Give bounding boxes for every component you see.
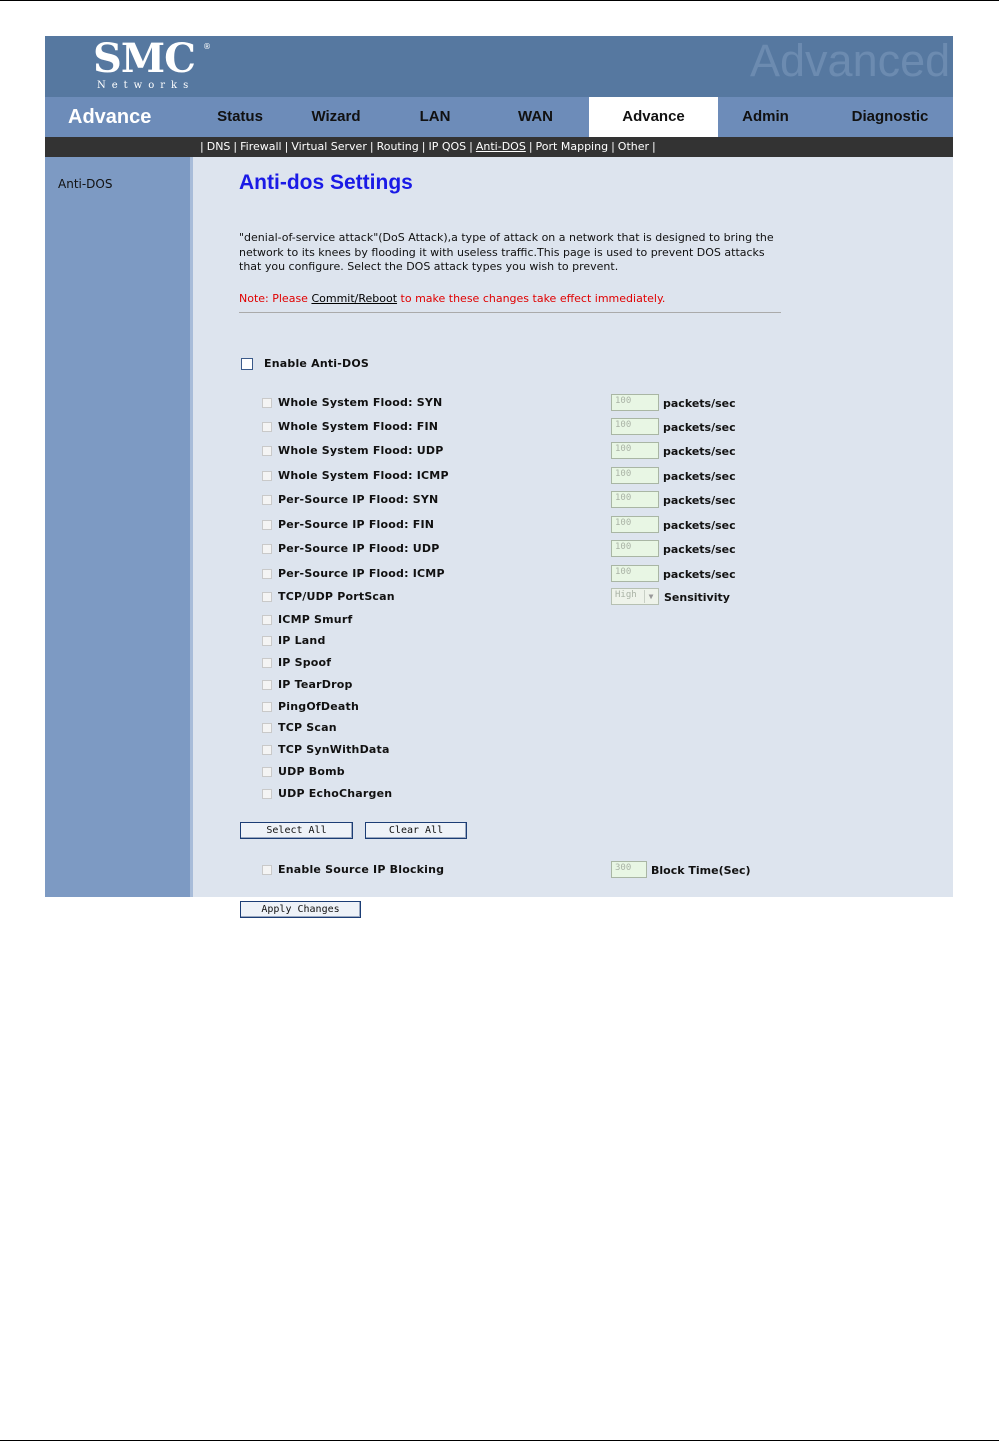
rate-unit: packets/sec [663, 470, 736, 483]
top-rule [0, 0, 999, 1]
rate-input[interactable]: 100 [611, 394, 659, 411]
option-label: UDP EchoChargen [278, 787, 393, 800]
rate-input[interactable]: 100 [611, 565, 659, 582]
chevron-down-icon: ▼ [644, 590, 657, 603]
option-checkbox[interactable] [262, 615, 272, 625]
option-checkbox[interactable] [262, 592, 272, 602]
content-panel [193, 157, 953, 915]
tab-wizard[interactable]: Wizard [311, 108, 361, 125]
sidebar [45, 157, 193, 897]
option-label: UDP Bomb [278, 765, 345, 778]
tab-diagnostic[interactable]: Diagnostic [851, 108, 929, 125]
subnav-virtual-server[interactable]: Virtual Server [291, 140, 367, 153]
router-admin-frame [45, 36, 953, 915]
sub-nav: | DNS | Firewall | Virtual Server | Routing | IP QOS | Anti-DOS | Port Mapping | Other | [45, 137, 953, 157]
note-prefix: Note: Please [239, 292, 312, 305]
tab-advance[interactable]: Advance [589, 97, 718, 137]
subnav-firewall[interactable]: Firewall [240, 140, 282, 153]
divider [239, 312, 781, 313]
option-label: IP TearDrop [278, 678, 353, 691]
option-label: ICMP Smurf [278, 613, 353, 626]
rate-input[interactable]: 100 [611, 540, 659, 557]
sensitivity-select[interactable] [611, 588, 659, 605]
subnav-port-mapping[interactable]: Port Mapping [535, 140, 609, 153]
option-checkbox[interactable] [262, 471, 272, 481]
commit-note [239, 292, 665, 305]
option-label: TCP SynWithData [278, 743, 390, 756]
block-time-input[interactable]: 300 [611, 861, 647, 878]
rate-unit: packets/sec [663, 494, 736, 507]
option-checkbox[interactable] [262, 723, 272, 733]
option-label: Per-Source IP Flood: SYN [278, 493, 439, 506]
option-label: TCP Scan [278, 721, 337, 734]
option-checkbox[interactable] [262, 767, 272, 777]
option-label: PingOfDeath [278, 700, 359, 713]
logo-text: SMC [93, 36, 195, 82]
rate-unit: packets/sec [663, 421, 736, 434]
rate-unit: packets/sec [663, 568, 736, 581]
main-nav [45, 97, 953, 137]
logo-subtitle: Networks [97, 80, 195, 91]
option-checkbox[interactable] [262, 446, 272, 456]
option-checkbox[interactable] [262, 680, 272, 690]
sidebar-item-anti-dos[interactable]: Anti-DOS [58, 177, 113, 191]
select-all-button[interactable]: Select All [240, 822, 353, 839]
sensitivity-value: High [615, 590, 637, 600]
block-time-label: Block Time(Sec) [651, 864, 751, 877]
rate-unit: packets/sec [663, 543, 736, 556]
banner [45, 36, 953, 97]
option-checkbox[interactable] [262, 495, 272, 505]
enable-anti-dos-label: Enable Anti-DOS [264, 357, 370, 370]
option-label: Whole System Flood: SYN [278, 396, 443, 409]
option-checkbox[interactable] [262, 422, 272, 432]
rate-unit: packets/sec [663, 397, 736, 410]
enable-source-ip-blocking-label: Enable Source IP Blocking [278, 863, 445, 876]
option-label: Per-Source IP Flood: FIN [278, 518, 435, 531]
enable-source-ip-blocking-checkbox[interactable] [262, 865, 272, 875]
bottom-rule [0, 1440, 999, 1441]
tab-lan[interactable]: LAN [419, 108, 451, 125]
subnav-dns[interactable]: DNS [206, 140, 231, 153]
option-checkbox[interactable] [262, 520, 272, 530]
subnav-anti-dos[interactable]: Anti-DOS [475, 140, 526, 153]
option-label: Per-Source IP Flood: UDP [278, 542, 440, 555]
sensitivity-label: Sensitivity [664, 591, 730, 604]
subnav-other[interactable]: Other [617, 140, 650, 153]
subnav-routing[interactable]: Routing [376, 140, 419, 153]
option-label: TCP/UDP PortScan [278, 590, 395, 603]
apply-changes-button[interactable]: Apply Changes [240, 901, 361, 918]
banner-ghost-text: Advanced [750, 36, 951, 86]
rate-input[interactable]: 100 [611, 516, 659, 533]
option-label: Per-Source IP Flood: ICMP [278, 567, 445, 580]
option-label: IP Land [278, 634, 326, 647]
option-checkbox[interactable] [262, 636, 272, 646]
rate-input[interactable]: 100 [611, 491, 659, 508]
rate-input[interactable]: 100 [611, 442, 659, 459]
option-label: IP Spoof [278, 656, 332, 669]
option-label: Whole System Flood: UDP [278, 444, 444, 457]
tab-admin[interactable]: Admin [742, 108, 789, 125]
rate-input[interactable]: 100 [611, 418, 659, 435]
option-checkbox[interactable] [262, 658, 272, 668]
page-title: Anti-dos Settings [239, 171, 413, 194]
clear-all-button[interactable]: Clear All [365, 822, 467, 839]
note-suffix: to make these changes take effect immediately. [397, 292, 666, 305]
option-label: Whole System Flood: ICMP [278, 469, 449, 482]
option-label: Whole System Flood: FIN [278, 420, 439, 433]
option-checkbox[interactable] [262, 398, 272, 408]
page-description: "denial-of-service attack"(DoS Attack),a type of attack on a network that is designed to bring the network to its knees by flooding it with useless traffic.This page is used to prevent DOS attacks that you configure. Select the DOS attack types you wish to prevent. [239, 231, 774, 273]
option-checkbox[interactable] [262, 745, 272, 755]
logo-registered-mark: ® [203, 42, 211, 51]
option-checkbox[interactable] [262, 569, 272, 579]
option-checkbox[interactable] [262, 789, 272, 799]
smc-logo [93, 38, 213, 94]
rate-input[interactable]: 100 [611, 467, 659, 484]
nav-brand: Advance [68, 106, 152, 128]
option-checkbox[interactable] [262, 544, 272, 554]
enable-anti-dos-checkbox[interactable] [241, 358, 253, 370]
commit-reboot-link[interactable]: Commit/Reboot [311, 292, 398, 305]
tab-status[interactable]: Status [217, 108, 263, 125]
rate-unit: packets/sec [663, 519, 736, 532]
rate-unit: packets/sec [663, 445, 736, 458]
subnav-ip-qos[interactable]: IP QOS [428, 140, 467, 153]
option-checkbox[interactable] [262, 702, 272, 712]
tab-wan[interactable]: WAN [518, 108, 553, 125]
